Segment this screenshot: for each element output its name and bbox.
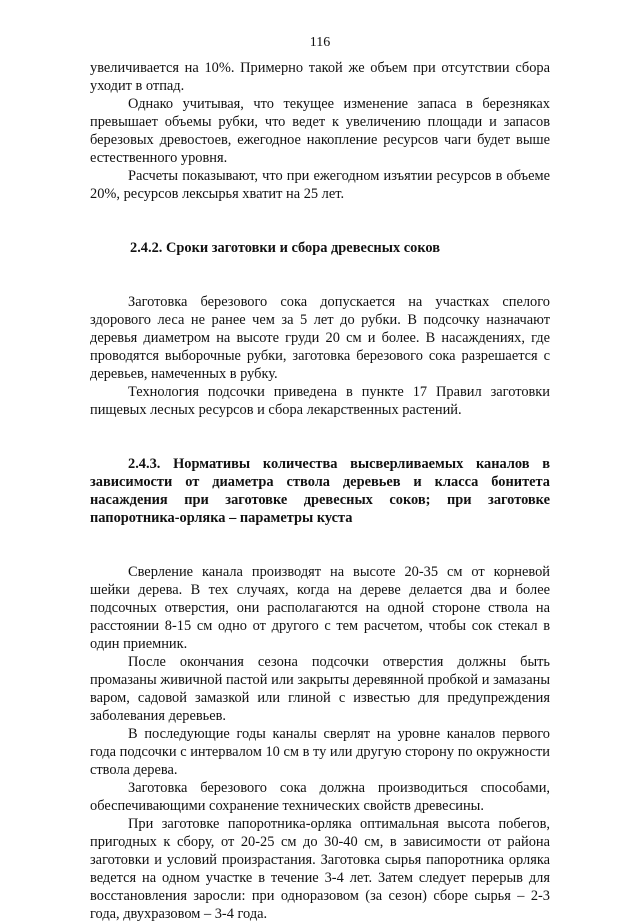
section-heading-2-4-3: 2.4.3. Нормативы количества высверливаемых каналов в зависимости от диаметра ствола деревьев и класса бонитета насаждения при заготовке древесных соков; при заготовке папоротника-орляка – параметры куста [90,456,550,526]
paragraph: Сверление канала производят на высоте 20-35 см от корневой шейки дерева. В тех случаях, когда на дереве делается два и более подсочных отверстия, они располагаются на одной стороне ствола на расстоянии 8-15 см одно от другого с тем расчетом, чтобы сок стекал в один приемник. [90,564,550,652]
page-number: 116 [309,35,331,50]
paragraph: После окончания сезона подсочки отверстия должны быть промазаны живичной пастой или закрыты деревянной пробкой и замазаны варом, садовой замазкой или глиной с известью для предупреждения заболевания деревьев. [90,654,550,724]
spacer [90,419,550,455]
paragraph: При заготовке папоротника-орляка оптимальная высота побегов, пригодных к сбору, от 20-25 см до 30-40 см, в зависимости от района заготовки и условий произрастания. Заготовка сырья папоротника орляка ведется на одном участке в течение 3-4 лет. Затем следует перерыв для восстановления заросли: при одноразовом (за сезон) сборе сырья – 2-3 года, двухразовом – 3-4 года. [90,816,550,922]
spacer [90,203,550,239]
section-heading-2-4-2: 2.4.2. Сроки заготовки и сбора древесных соков [130,240,441,256]
paragraph: Технология подсочки приведена в пункте 17 Правил заготовки пищевых лесных ресурсов и сбора лекарственных растений. [90,384,550,418]
paragraph: Однако учитывая, что текущее изменение запаса в березняках превышает объемы рубки, что ведет к увеличению площади и запасов березовых древостоев, ежегодное накопление ресурсов чаги будет выше естественного уровня. [90,96,550,166]
paragraph: Заготовка березового сока допускается на участках спелого здорового леса не ранее чем за 5 лет до рубки. В подсочку назначают деревья диаметром на высоте груди 20 см и более. В насаждениях, где проводятся выборочные рубки, заготовка березового сока разрешается с деревьев, намеченных в рубку. [90,294,550,382]
paragraph-continuation: увеличивается на 10%. Примерно такой же объем при отсутствии сбора уходит в отпад. [90,60,550,94]
spacer [90,257,550,293]
page-body [90,59,550,923]
paragraph: Расчеты показывают, что при ежегодном изъятии ресурсов в объеме 20%, ресурсов лексырья хватит на 25 лет. [90,168,550,202]
paragraph: В последующие годы каналы сверлят на уровне каналов первого года подсочки с интервалом 10 см в ту или другую сторону по окружности ствола дерева. [90,726,550,778]
paragraph: Заготовка березового сока должна производиться способами, обеспечивающими сохранение технических свойств древесины. [90,780,550,814]
spacer [90,527,550,563]
